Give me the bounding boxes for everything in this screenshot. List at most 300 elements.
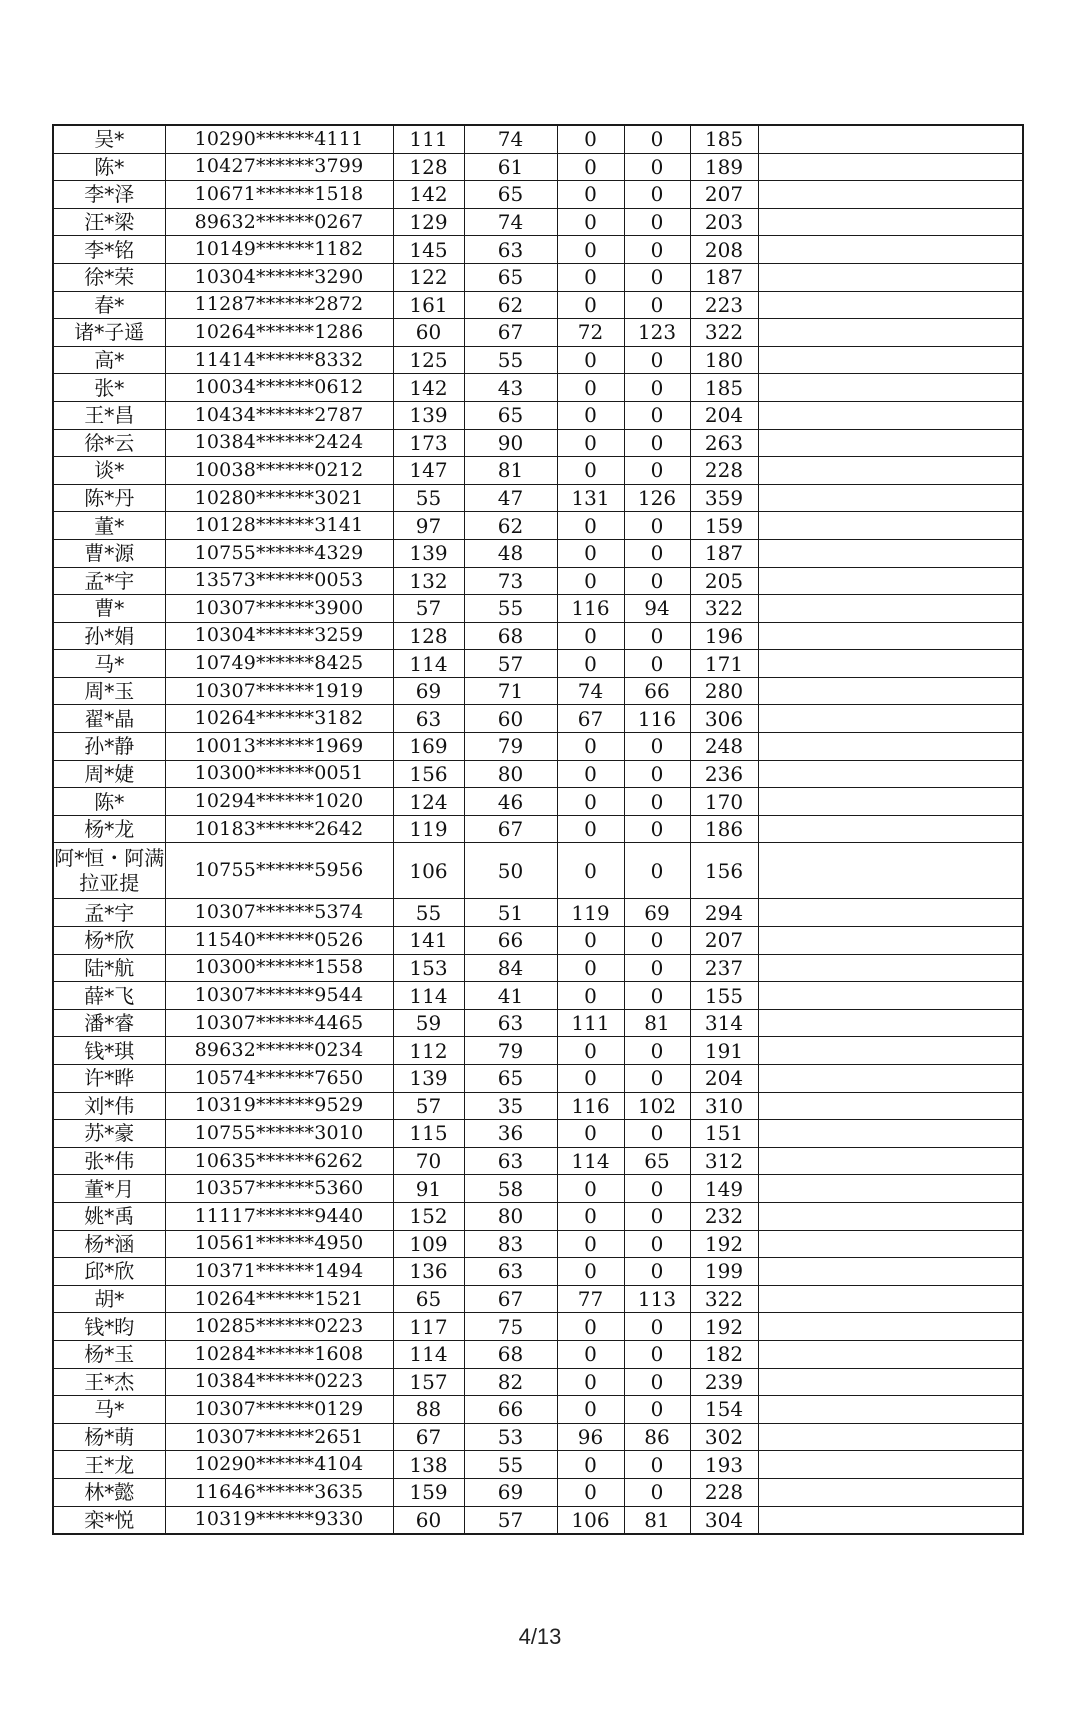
score1-cell: 57 [393, 595, 464, 623]
table-row [53, 1340, 1023, 1368]
remarks-cell [758, 1037, 1023, 1065]
table-row [53, 236, 1023, 264]
table-row [53, 927, 1023, 955]
score3-cell: 0 [557, 291, 624, 319]
score2-cell: 65 [464, 1065, 557, 1093]
score3-cell: 74 [557, 677, 624, 705]
score1-cell: 142 [393, 181, 464, 209]
score4-cell: 0 [624, 1396, 690, 1424]
score1-cell: 136 [393, 1258, 464, 1286]
score4-cell: 0 [624, 1120, 690, 1148]
table-row [53, 1423, 1023, 1451]
id-cell: 10290******4104 [165, 1451, 393, 1479]
name-cell: 栾*悦 [53, 1506, 165, 1534]
score4-cell: 0 [624, 1313, 690, 1341]
score3-cell: 0 [557, 153, 624, 181]
table-row [53, 1009, 1023, 1037]
table-row [53, 1230, 1023, 1258]
score1-cell: 63 [393, 705, 464, 733]
total-cell: 223 [690, 291, 758, 319]
table-row [53, 1451, 1023, 1479]
score3-cell: 0 [557, 843, 624, 899]
id-cell: 10357******5360 [165, 1175, 393, 1203]
table-row [53, 843, 1023, 899]
name-cell: 马* [53, 1396, 165, 1424]
table-row [53, 401, 1023, 429]
name-cell: 徐*荣 [53, 263, 165, 291]
score2-cell: 79 [464, 1037, 557, 1065]
total-cell: 149 [690, 1175, 758, 1203]
score4-cell: 0 [624, 153, 690, 181]
score4-cell: 81 [624, 1009, 690, 1037]
score1-cell: 132 [393, 567, 464, 595]
remarks-cell [758, 650, 1023, 678]
id-cell: 10755******5956 [165, 843, 393, 899]
name-cell: 陈* [53, 153, 165, 181]
id-cell: 10384******2424 [165, 429, 393, 457]
score4-cell: 0 [624, 1175, 690, 1203]
id-cell: 10635******6262 [165, 1147, 393, 1175]
name-cell: 阿*恒・阿满拉亚提 [53, 843, 165, 899]
remarks-cell [758, 374, 1023, 402]
table-body [53, 125, 1023, 1534]
name-cell: 汪*梁 [53, 208, 165, 236]
score3-cell: 0 [557, 512, 624, 540]
total-cell: 192 [690, 1230, 758, 1258]
total-cell: 237 [690, 954, 758, 982]
score4-cell: 0 [624, 457, 690, 485]
name-cell: 王*龙 [53, 1451, 165, 1479]
score3-cell: 0 [557, 1340, 624, 1368]
score3-cell: 0 [557, 788, 624, 816]
score-table [52, 124, 1024, 1535]
score3-cell: 0 [557, 1202, 624, 1230]
name-cell: 薛*飞 [53, 982, 165, 1010]
table-row [53, 567, 1023, 595]
table-row [53, 319, 1023, 347]
table-row [53, 1285, 1023, 1313]
table-row [53, 705, 1023, 733]
id-cell: 10264******3182 [165, 705, 393, 733]
score1-cell: 60 [393, 1506, 464, 1534]
name-cell: 春* [53, 291, 165, 319]
total-cell: 204 [690, 1065, 758, 1093]
score2-cell: 84 [464, 954, 557, 982]
remarks-cell [758, 1313, 1023, 1341]
id-cell: 11287******2872 [165, 291, 393, 319]
total-cell: 151 [690, 1120, 758, 1148]
score3-cell: 119 [557, 899, 624, 927]
remarks-cell [758, 512, 1023, 540]
remarks-cell [758, 1092, 1023, 1120]
score3-cell: 106 [557, 1506, 624, 1534]
total-cell: 312 [690, 1147, 758, 1175]
name-cell: 王*杰 [53, 1368, 165, 1396]
score1-cell: 139 [393, 539, 464, 567]
score2-cell: 75 [464, 1313, 557, 1341]
score3-cell: 0 [557, 208, 624, 236]
remarks-cell [758, 1478, 1023, 1506]
remarks-cell [758, 539, 1023, 567]
name-cell: 张* [53, 374, 165, 402]
table-row [53, 1313, 1023, 1341]
score2-cell: 83 [464, 1230, 557, 1258]
total-cell: 236 [690, 760, 758, 788]
total-cell: 154 [690, 1396, 758, 1424]
score4-cell: 0 [624, 815, 690, 843]
name-cell: 孟*宇 [53, 899, 165, 927]
name-cell: 杨*玉 [53, 1340, 165, 1368]
score2-cell: 65 [464, 401, 557, 429]
remarks-cell [758, 760, 1023, 788]
name-cell: 杨*龙 [53, 815, 165, 843]
total-cell: 203 [690, 208, 758, 236]
table-row [53, 1037, 1023, 1065]
score2-cell: 74 [464, 208, 557, 236]
total-cell: 207 [690, 181, 758, 209]
id-cell: 10304******3290 [165, 263, 393, 291]
remarks-cell [758, 208, 1023, 236]
score4-cell: 0 [624, 788, 690, 816]
id-cell: 10149******1182 [165, 236, 393, 264]
score3-cell: 0 [557, 927, 624, 955]
table-row [53, 622, 1023, 650]
name-cell: 钱*昀 [53, 1313, 165, 1341]
id-cell: 10307******0129 [165, 1396, 393, 1424]
score4-cell: 0 [624, 650, 690, 678]
remarks-cell [758, 1396, 1023, 1424]
score1-cell: 57 [393, 1092, 464, 1120]
table-row [53, 677, 1023, 705]
score2-cell: 63 [464, 1009, 557, 1037]
name-cell: 钱*琪 [53, 1037, 165, 1065]
id-cell: 10574******7650 [165, 1065, 393, 1093]
name-cell: 林*懿 [53, 1478, 165, 1506]
table-row [53, 1065, 1023, 1093]
score1-cell: 128 [393, 622, 464, 650]
id-cell: 11646******3635 [165, 1478, 393, 1506]
name-cell: 曹* [53, 595, 165, 623]
score4-cell: 0 [624, 236, 690, 264]
score1-cell: 88 [393, 1396, 464, 1424]
score2-cell: 46 [464, 788, 557, 816]
table-row [53, 346, 1023, 374]
remarks-cell [758, 484, 1023, 512]
score3-cell: 0 [557, 263, 624, 291]
score3-cell: 0 [557, 1258, 624, 1286]
score3-cell: 0 [557, 1065, 624, 1093]
score4-cell: 0 [624, 1037, 690, 1065]
id-cell: 10300******0051 [165, 760, 393, 788]
score2-cell: 65 [464, 263, 557, 291]
score1-cell: 55 [393, 899, 464, 927]
score4-cell: 0 [624, 1230, 690, 1258]
id-cell: 11414******8332 [165, 346, 393, 374]
score1-cell: 129 [393, 208, 464, 236]
score1-cell: 156 [393, 760, 464, 788]
score3-cell: 0 [557, 429, 624, 457]
table-row [53, 512, 1023, 540]
score4-cell: 126 [624, 484, 690, 512]
id-cell: 89632******0234 [165, 1037, 393, 1065]
score2-cell: 55 [464, 1451, 557, 1479]
id-cell: 10307******5374 [165, 899, 393, 927]
remarks-cell [758, 1120, 1023, 1148]
table-row [53, 733, 1023, 761]
score4-cell: 69 [624, 899, 690, 927]
total-cell: 228 [690, 1478, 758, 1506]
id-cell: 10671******1518 [165, 181, 393, 209]
remarks-cell [758, 677, 1023, 705]
total-cell: 192 [690, 1313, 758, 1341]
score4-cell: 0 [624, 843, 690, 899]
score2-cell: 43 [464, 374, 557, 402]
score2-cell: 90 [464, 429, 557, 457]
name-cell: 陆*航 [53, 954, 165, 982]
score3-cell: 0 [557, 181, 624, 209]
id-cell: 10755******4329 [165, 539, 393, 567]
id-cell: 10034******0612 [165, 374, 393, 402]
score1-cell: 91 [393, 1175, 464, 1203]
score4-cell: 0 [624, 539, 690, 567]
total-cell: 171 [690, 650, 758, 678]
name-cell: 陈*丹 [53, 484, 165, 512]
score4-cell: 0 [624, 263, 690, 291]
total-cell: 232 [690, 1202, 758, 1230]
remarks-cell [758, 1202, 1023, 1230]
score2-cell: 55 [464, 595, 557, 623]
table-row [53, 1147, 1023, 1175]
score4-cell: 0 [624, 733, 690, 761]
name-cell: 胡* [53, 1285, 165, 1313]
score4-cell: 66 [624, 677, 690, 705]
remarks-cell [758, 982, 1023, 1010]
score2-cell: 80 [464, 1202, 557, 1230]
remarks-cell [758, 346, 1023, 374]
score3-cell: 0 [557, 236, 624, 264]
remarks-cell [758, 1285, 1023, 1313]
table-row [53, 595, 1023, 623]
score4-cell: 0 [624, 1368, 690, 1396]
table-row [53, 760, 1023, 788]
name-cell: 周*玉 [53, 677, 165, 705]
id-cell: 10280******3021 [165, 484, 393, 512]
score2-cell: 58 [464, 1175, 557, 1203]
remarks-cell [758, 236, 1023, 264]
score1-cell: 55 [393, 484, 464, 512]
score3-cell: 0 [557, 567, 624, 595]
score2-cell: 50 [464, 843, 557, 899]
id-cell: 10294******1020 [165, 788, 393, 816]
table-row [53, 1202, 1023, 1230]
score3-cell: 0 [557, 760, 624, 788]
score2-cell: 73 [464, 567, 557, 595]
score4-cell: 123 [624, 319, 690, 347]
id-cell: 10307******1919 [165, 677, 393, 705]
score1-cell: 65 [393, 1285, 464, 1313]
table-row [53, 815, 1023, 843]
total-cell: 359 [690, 484, 758, 512]
score1-cell: 145 [393, 236, 464, 264]
id-cell: 10434******2787 [165, 401, 393, 429]
id-cell: 10561******4950 [165, 1230, 393, 1258]
score1-cell: 109 [393, 1230, 464, 1258]
score1-cell: 106 [393, 843, 464, 899]
id-cell: 10371******1494 [165, 1258, 393, 1286]
remarks-cell [758, 705, 1023, 733]
id-cell: 10307******4465 [165, 1009, 393, 1037]
remarks-cell [758, 595, 1023, 623]
score4-cell: 102 [624, 1092, 690, 1120]
name-cell: 曹*源 [53, 539, 165, 567]
remarks-cell [758, 319, 1023, 347]
remarks-cell [758, 153, 1023, 181]
id-cell: 10300******1558 [165, 954, 393, 982]
total-cell: 193 [690, 1451, 758, 1479]
score1-cell: 139 [393, 1065, 464, 1093]
id-cell: 10319******9529 [165, 1092, 393, 1120]
total-cell: 304 [690, 1506, 758, 1534]
id-cell: 10290******4111 [165, 125, 393, 153]
id-cell: 10304******3259 [165, 622, 393, 650]
total-cell: 191 [690, 1037, 758, 1065]
total-cell: 322 [690, 1285, 758, 1313]
id-cell: 10183******2642 [165, 815, 393, 843]
remarks-cell [758, 1230, 1023, 1258]
score2-cell: 67 [464, 1285, 557, 1313]
total-cell: 180 [690, 346, 758, 374]
name-cell: 董* [53, 512, 165, 540]
score2-cell: 66 [464, 927, 557, 955]
score1-cell: 122 [393, 263, 464, 291]
score2-cell: 41 [464, 982, 557, 1010]
score1-cell: 114 [393, 650, 464, 678]
total-cell: 314 [690, 1009, 758, 1037]
id-cell: 11117******9440 [165, 1202, 393, 1230]
score2-cell: 71 [464, 677, 557, 705]
score4-cell: 0 [624, 927, 690, 955]
score1-cell: 114 [393, 982, 464, 1010]
id-cell: 10307******9544 [165, 982, 393, 1010]
total-cell: 170 [690, 788, 758, 816]
score1-cell: 139 [393, 401, 464, 429]
id-cell: 10013******1969 [165, 733, 393, 761]
total-cell: 207 [690, 927, 758, 955]
score2-cell: 53 [464, 1423, 557, 1451]
name-cell: 周*婕 [53, 760, 165, 788]
remarks-cell [758, 125, 1023, 153]
total-cell: 199 [690, 1258, 758, 1286]
score4-cell: 65 [624, 1147, 690, 1175]
score1-cell: 138 [393, 1451, 464, 1479]
score4-cell: 0 [624, 125, 690, 153]
id-cell: 10307******3900 [165, 595, 393, 623]
name-cell: 姚*禹 [53, 1202, 165, 1230]
table-row [53, 539, 1023, 567]
table-row [53, 1478, 1023, 1506]
score3-cell: 0 [557, 1230, 624, 1258]
id-cell: 10128******3141 [165, 512, 393, 540]
table-row [53, 181, 1023, 209]
table-row [53, 954, 1023, 982]
score1-cell: 114 [393, 1340, 464, 1368]
score2-cell: 65 [464, 181, 557, 209]
score2-cell: 81 [464, 457, 557, 485]
remarks-cell [758, 954, 1023, 982]
score1-cell: 112 [393, 1037, 464, 1065]
name-cell: 杨*萌 [53, 1423, 165, 1451]
total-cell: 263 [690, 429, 758, 457]
table-row [53, 125, 1023, 153]
name-cell: 潘*睿 [53, 1009, 165, 1037]
total-cell: 187 [690, 263, 758, 291]
total-cell: 156 [690, 843, 758, 899]
remarks-cell [758, 843, 1023, 899]
score3-cell: 0 [557, 1396, 624, 1424]
score2-cell: 47 [464, 484, 557, 512]
table-row [53, 153, 1023, 181]
score2-cell: 68 [464, 1340, 557, 1368]
score1-cell: 173 [393, 429, 464, 457]
score1-cell: 111 [393, 125, 464, 153]
name-cell: 谈* [53, 457, 165, 485]
score3-cell: 0 [557, 1175, 624, 1203]
score1-cell: 159 [393, 1478, 464, 1506]
score4-cell: 0 [624, 1340, 690, 1368]
id-cell: 11540******0526 [165, 927, 393, 955]
score3-cell: 96 [557, 1423, 624, 1451]
score1-cell: 70 [393, 1147, 464, 1175]
name-cell: 高* [53, 346, 165, 374]
remarks-cell [758, 1368, 1023, 1396]
score1-cell: 153 [393, 954, 464, 982]
remarks-cell [758, 1451, 1023, 1479]
score2-cell: 63 [464, 1258, 557, 1286]
score2-cell: 36 [464, 1120, 557, 1148]
total-cell: 182 [690, 1340, 758, 1368]
score1-cell: 59 [393, 1009, 464, 1037]
score3-cell: 72 [557, 319, 624, 347]
score4-cell: 0 [624, 622, 690, 650]
score3-cell: 0 [557, 457, 624, 485]
name-cell: 许*晔 [53, 1065, 165, 1093]
id-cell: 10264******1521 [165, 1285, 393, 1313]
name-cell: 王*昌 [53, 401, 165, 429]
score4-cell: 0 [624, 346, 690, 374]
score3-cell: 0 [557, 650, 624, 678]
page-number: 4/13 [518, 1624, 562, 1649]
name-cell: 张*伟 [53, 1147, 165, 1175]
name-cell: 孟*宇 [53, 567, 165, 595]
total-cell: 185 [690, 374, 758, 402]
score4-cell: 86 [624, 1423, 690, 1451]
id-cell: 10427******3799 [165, 153, 393, 181]
score3-cell: 0 [557, 733, 624, 761]
table-row [53, 1506, 1023, 1534]
score4-cell: 113 [624, 1285, 690, 1313]
score2-cell: 68 [464, 622, 557, 650]
name-cell: 邱*欣 [53, 1258, 165, 1286]
score3-cell: 0 [557, 125, 624, 153]
score3-cell: 0 [557, 1451, 624, 1479]
score2-cell: 67 [464, 319, 557, 347]
name-cell: 刘*伟 [53, 1092, 165, 1120]
score3-cell: 131 [557, 484, 624, 512]
id-cell: 10285******0223 [165, 1313, 393, 1341]
score4-cell: 0 [624, 181, 690, 209]
total-cell: 186 [690, 815, 758, 843]
name-cell: 马* [53, 650, 165, 678]
